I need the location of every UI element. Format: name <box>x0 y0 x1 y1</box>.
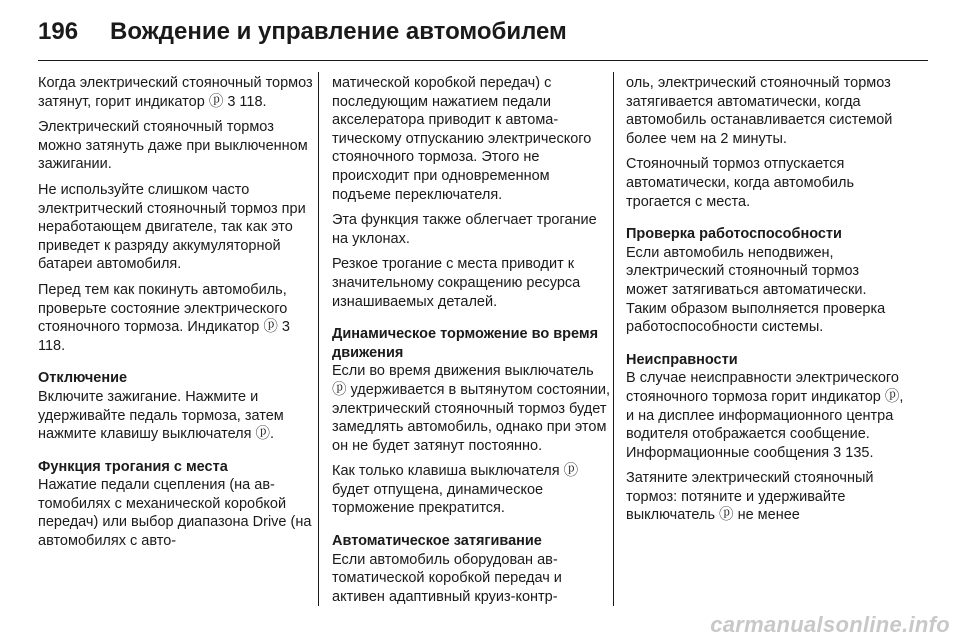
section-title: Динамическое торможение во время движения <box>332 326 599 361</box>
page-title: Вождение и управление автомобилем <box>110 18 567 45</box>
paragraph: Если автомобиль неподвижен, электрический стояночный тормоз может затягиваться автоматически. Таким образом выполняется проверка работоспособности системы. <box>626 244 886 336</box>
paragraph: Эта функция также облегчает трогание на уклонах. <box>332 212 597 247</box>
paragraph: Стояночный тормоз отпускается автоматически, когда автомобиль трогается с места. <box>626 156 855 210</box>
column-2 <box>332 74 610 613</box>
column-3 <box>626 74 904 532</box>
paragraph: Затяните электрический стояночный тормоз: потяните и удерживайте выключатель ⓟ не менее <box>626 470 874 524</box>
paragraph: Электрический стояночный тормоз можно затянуть даже при выключенном зажигании. <box>38 119 308 173</box>
page-header <box>38 10 928 54</box>
page-number: 196 <box>38 18 79 45</box>
watermark: carmanualsonline.info <box>710 612 950 637</box>
header-divider <box>38 60 928 61</box>
paragraph: матической коробкой передач) с последующим нажатием педали акселератора приводит к автоматическому отпусканию электрического стояночного тормоза. Этого не происходит при одновременном подъеме переключателя. <box>332 75 592 203</box>
paragraph: Если во время движения выключатель ⓟ удерживается в вытянутом состоянии, электрический стояночный тормоз будет замедлять автомобиль, однако при этом он не будет затянут постоянно. <box>332 363 610 454</box>
section-title: Проверка работоспособности <box>626 226 842 243</box>
paragraph: Включите зажигание. Нажмите и удерживайте педаль тормоза, затем нажмите клавишу выключателя ⓟ. <box>38 388 284 443</box>
section-title: Функция трогания с места <box>38 458 228 475</box>
section-title: Автоматическое затягивание <box>332 533 542 550</box>
section-title: Отключение <box>38 370 128 387</box>
paragraph: Не используйте слишком часто электритческий стояночный тормоз при неработающем двигателе, так как это приведет к разряду аккумуляторной батареи автомобиля. <box>38 181 306 273</box>
paragraph: В случае неисправности электрического стояночного тормоза горит индикатор ⓟ, и на дисплее информационного центра водителя отображается сообщение. Информационные сообщения 3 135. <box>626 370 904 461</box>
column-divider <box>613 72 614 606</box>
paragraph: Когда электрический стояночный тормоз затянут, горит индикатор ⓟ 3 118. <box>38 75 313 110</box>
paragraph: Перед тем как покинуть автомобиль, проверьте состояние электрического стояночного тормоза. Индикатор ⓟ 3 118. <box>38 281 290 354</box>
paragraph: Нажатие педали сцепления (на автомобилях с механической коробкой передач) или выбор диапазона Drive (на автомобилях с авто- <box>38 477 312 550</box>
column-divider <box>318 72 319 606</box>
paragraph: Как только клавиша выключателя ⓟ будет отпущена, динамическое торможение прекратится. <box>332 463 579 517</box>
column-1 <box>38 74 316 558</box>
paragraph: Если автомобиль оборудован автоматической коробкой передач и активен адаптивный круиз-контр- <box>332 551 562 605</box>
paragraph: оль, электрический стояночный тормоз затягивается автоматически, когда автомобиль останавливается системой более чем на 2 минуты. <box>626 75 893 147</box>
paragraph: Резкое трогание с места приводит к значительному сокращению ресурса изнашиваемых деталей. <box>332 256 581 310</box>
section-title: Неисправности <box>626 351 738 368</box>
